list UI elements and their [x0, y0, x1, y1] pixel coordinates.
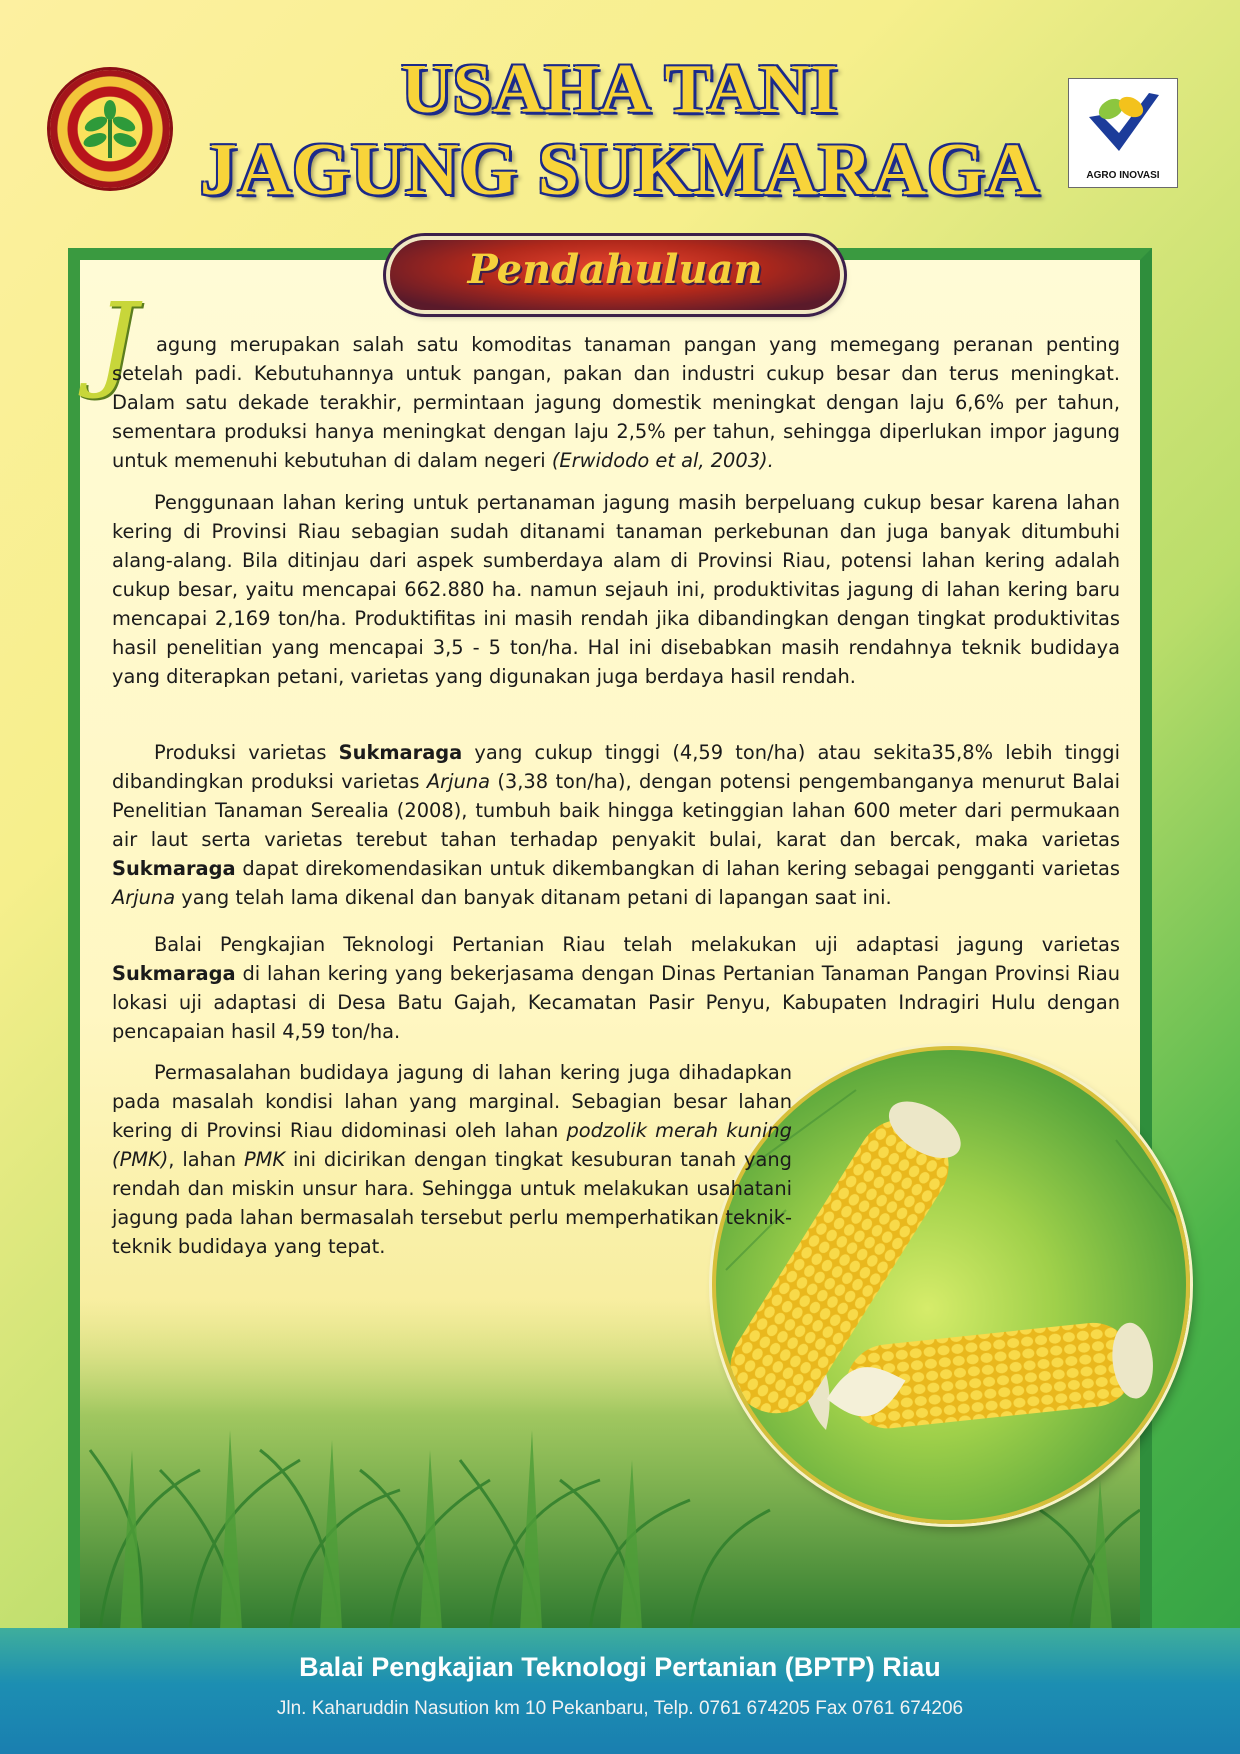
section-title: Pendahuluan — [467, 246, 763, 293]
paragraph-marginal-land: Permasalahan budidaya jagung di lahan kering juga dihadapkan pada masalah kondisi lahan yang marginal. Sebagian besar lahan kering di Provinsi Riau didominasi oleh lahan podzolik merah kuning (PMK), lahan PMK ini dicirikan dengan tingkat kesuburan tanah yang rendah dan miskin unsur hara. Sehingga untuk melakukan usahatani jagung pada lahan bermasalah tersebut perlu memperhatikan teknik-teknik budidaya yang tepat. — [112, 1061, 792, 1258]
footer-address: Jln. Kaharuddin Nasution km 10 Pekanbaru, Telp. 0761 674205 Fax 0761 674206 — [276, 1698, 964, 1719]
footer-bar — [0, 1628, 1240, 1754]
paragraph-intro: agung merupakan salah satu komoditas tanaman pangan yang memegang peranan penting setelah padi. Kebutuhannya untuk pangan, pakan dan industri cukup besar dan terus meningkat. Dalam satu dekade terakhir, permintaan jagung domestik meningkat dengan laju 6,6% per tahun, sementara produksi hanya meningkat dengan laju 2,5% per tahun, sehingga diperlukan impor jagung untuk memenuhi kebutuhan di dalam negeri (Erwidodo et al, 2003). — [112, 333, 1120, 472]
footer-institution-name: Balai Pengkajian Teknologi Pertanian (BPTP) Riau — [299, 1652, 941, 1682]
agro-inovasi-label: AGRO INOVASI — [1086, 170, 1160, 181]
title-line-2: JAGUNG SUKMARAGA — [199, 129, 1041, 211]
section-title-badge — [390, 240, 840, 310]
paragraph-sukmaraga-variety: Produksi varietas Sukmaraga yang cukup tinggi (4,59 ton/ha) atau sekita35,8% lebih tinggi dibandingkan produksi varietas Arjuna (3,38 ton/ha), dengan potensi pengembanganya menurut Balai Penelitian Tanaman Serealia (2008), tumbuh baik hingga ketinggian lahan 600 meter dari permukaan air laut serta varietas terebut tahan terhadap penyakit bulai, karat dan bercak, maka varietas Sukmaraga dapat direkomendasikan untuk dikembangkan di lahan kering sebagai pengganti varietas Arjuna yang telah lama dikenal dan banyak ditanam petani di lapangan saat ini. — [112, 741, 1120, 909]
title-line-1: USAHA TANI — [401, 51, 839, 128]
paragraph-adaptation-test: Balai Pengkajian Teknologi Pertanian Riau telah melakukan uji adaptasi jagung varietas Sukmaraga di lahan kering yang bekerjasama dengan Dinas Pertanian Tanaman Pangan Provinsi Riau lokasi uji adaptasi di Desa Batu Gajah, Kecamatan Pasir Penyu, Kabupaten Indragiri Hulu dengan pencapaian hasil 4,59 ton/ha. — [112, 933, 1120, 1043]
drop-cap: J — [96, 280, 138, 402]
paragraph-dry-land: Penggunaan lahan kering untuk pertanaman jagung masih berpeluang cukup besar karena lahan kering di Provinsi Riau sebagian sudah ditanami tanaman perkebunan dan juga banyak ditumbuhi alang-alang. Bila ditinjau dari aspek sumberdaya alam di Provinsi Riau, potensi lahan kering adalah cukup besar, yaitu mencapai 662.880 ha. namun sejauh ini, produktivitas jagung di lahan kering baru mencapai 2,169 ton/ha. Produktifitas ini masih rendah jika dibandingkan dengan tingkat produktivitas hasil penelitian yang mencapai 3,5 - 5 ton/ha. Hal ini disebabkan masih rendahnya teknik budidaya yang diterapkan petani, varietas yang digunakan juga berdaya hasil rendah. — [112, 491, 1120, 688]
